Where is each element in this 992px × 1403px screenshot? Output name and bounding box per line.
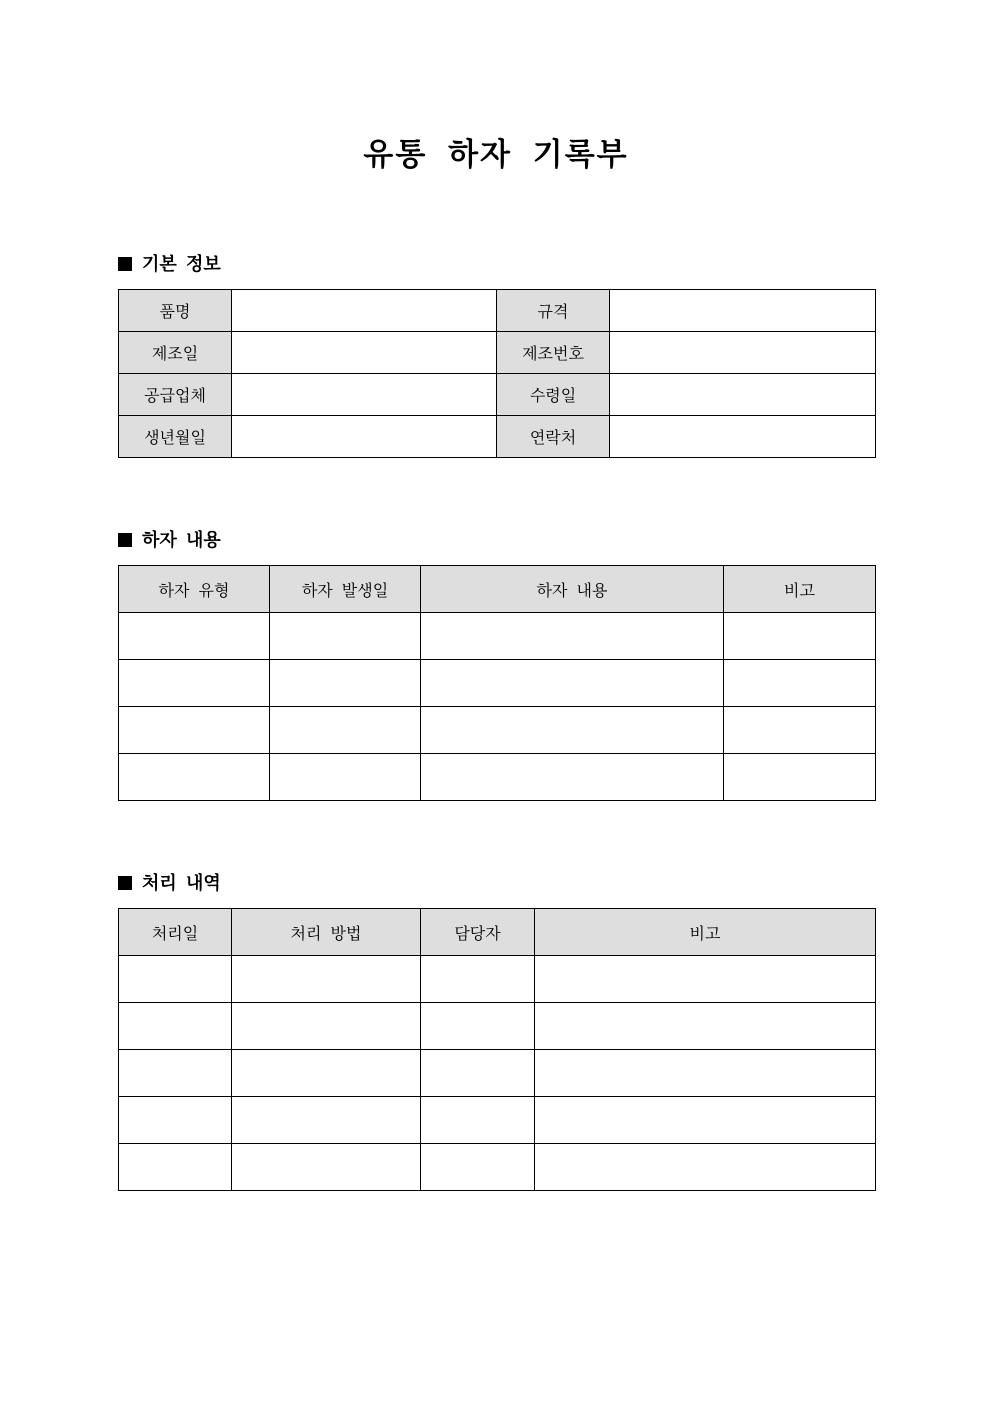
birth-date-field[interactable] (232, 416, 497, 458)
table-row (119, 613, 876, 660)
manufacture-date-field[interactable] (232, 332, 497, 374)
person-in-charge-cell[interactable] (421, 1003, 535, 1050)
receipt-date-field[interactable] (610, 374, 876, 416)
basic-info-table (118, 289, 876, 458)
remarks-cell[interactable] (535, 1050, 876, 1097)
table-row (119, 660, 876, 707)
handling-method-cell[interactable] (232, 1144, 421, 1191)
table-header-row (119, 909, 876, 956)
handling-date-cell[interactable] (119, 1050, 232, 1097)
handling-date-cell[interactable] (119, 1003, 232, 1050)
defect-description-cell[interactable] (421, 754, 724, 801)
column-header-handling-date: 처리일 (119, 909, 232, 956)
defect-date-cell[interactable] (270, 754, 421, 801)
column-header-defect-date: 하자 발생일 (270, 566, 421, 613)
person-in-charge-cell[interactable] (421, 956, 535, 1003)
remarks-cell[interactable] (724, 660, 876, 707)
contact-label: 연락처 (497, 416, 610, 458)
section-heading-label: 기본 정보 (142, 254, 221, 275)
remarks-cell[interactable] (724, 707, 876, 754)
column-header-handling-method: 처리 방법 (232, 909, 421, 956)
table-row (119, 416, 876, 458)
person-in-charge-cell[interactable] (421, 1097, 535, 1144)
table-row (119, 707, 876, 754)
column-header-remarks: 비고 (724, 566, 876, 613)
column-header-defect-type: 하자 유형 (119, 566, 270, 613)
table-row (119, 1050, 876, 1097)
table-row (119, 290, 876, 332)
defect-date-cell[interactable] (270, 660, 421, 707)
section-heading-handling (118, 872, 221, 896)
table-row (119, 1144, 876, 1191)
section-heading-basic-info (118, 253, 221, 277)
remarks-cell[interactable] (535, 1144, 876, 1191)
handling-method-cell[interactable] (232, 956, 421, 1003)
handling-method-cell[interactable] (232, 1097, 421, 1144)
lot-number-label: 제조번호 (497, 332, 610, 374)
defect-description-cell[interactable] (421, 613, 724, 660)
section-heading-label: 하자 내용 (142, 530, 221, 551)
defect-table (118, 565, 876, 801)
section-heading-defect (118, 529, 221, 553)
defect-type-cell[interactable] (119, 707, 270, 754)
handling-method-cell[interactable] (232, 1003, 421, 1050)
remarks-cell[interactable] (724, 754, 876, 801)
person-in-charge-cell[interactable] (421, 1050, 535, 1097)
lot-number-field[interactable] (610, 332, 876, 374)
table-row (119, 332, 876, 374)
handling-date-cell[interactable] (119, 1097, 232, 1144)
table-row (119, 374, 876, 416)
specification-label: 규격 (497, 290, 610, 332)
square-bullet-icon (118, 876, 132, 890)
defect-type-cell[interactable] (119, 660, 270, 707)
contact-field[interactable] (610, 416, 876, 458)
handling-method-cell[interactable] (232, 1050, 421, 1097)
supplier-field[interactable] (232, 374, 497, 416)
birth-date-label: 생년월일 (119, 416, 232, 458)
manufacture-date-label: 제조일 (119, 332, 232, 374)
defect-type-cell[interactable] (119, 754, 270, 801)
handling-date-cell[interactable] (119, 1144, 232, 1191)
handling-date-cell[interactable] (119, 956, 232, 1003)
defect-date-cell[interactable] (270, 707, 421, 754)
defect-description-cell[interactable] (421, 660, 724, 707)
column-header-person-in-charge: 담당자 (421, 909, 535, 956)
remarks-cell[interactable] (535, 956, 876, 1003)
handling-table (118, 908, 876, 1191)
defect-type-cell[interactable] (119, 613, 270, 660)
table-row (119, 1097, 876, 1144)
square-bullet-icon (118, 257, 132, 271)
product-name-label: 품명 (119, 290, 232, 332)
column-header-remarks: 비고 (535, 909, 876, 956)
remarks-cell[interactable] (724, 613, 876, 660)
column-header-defect-description: 하자 내용 (421, 566, 724, 613)
defect-date-cell[interactable] (270, 613, 421, 660)
table-row (119, 956, 876, 1003)
specification-field[interactable] (610, 290, 876, 332)
defect-description-cell[interactable] (421, 707, 724, 754)
square-bullet-icon (118, 533, 132, 547)
table-row (119, 754, 876, 801)
page-title: 유통 하자 기록부 (363, 137, 629, 173)
remarks-cell[interactable] (535, 1097, 876, 1144)
person-in-charge-cell[interactable] (421, 1144, 535, 1191)
table-row (119, 1003, 876, 1050)
section-heading-label: 처리 내역 (142, 873, 221, 894)
supplier-label: 공급업체 (119, 374, 232, 416)
table-header-row (119, 566, 876, 613)
remarks-cell[interactable] (535, 1003, 876, 1050)
receipt-date-label: 수령일 (497, 374, 610, 416)
product-name-field[interactable] (232, 290, 497, 332)
